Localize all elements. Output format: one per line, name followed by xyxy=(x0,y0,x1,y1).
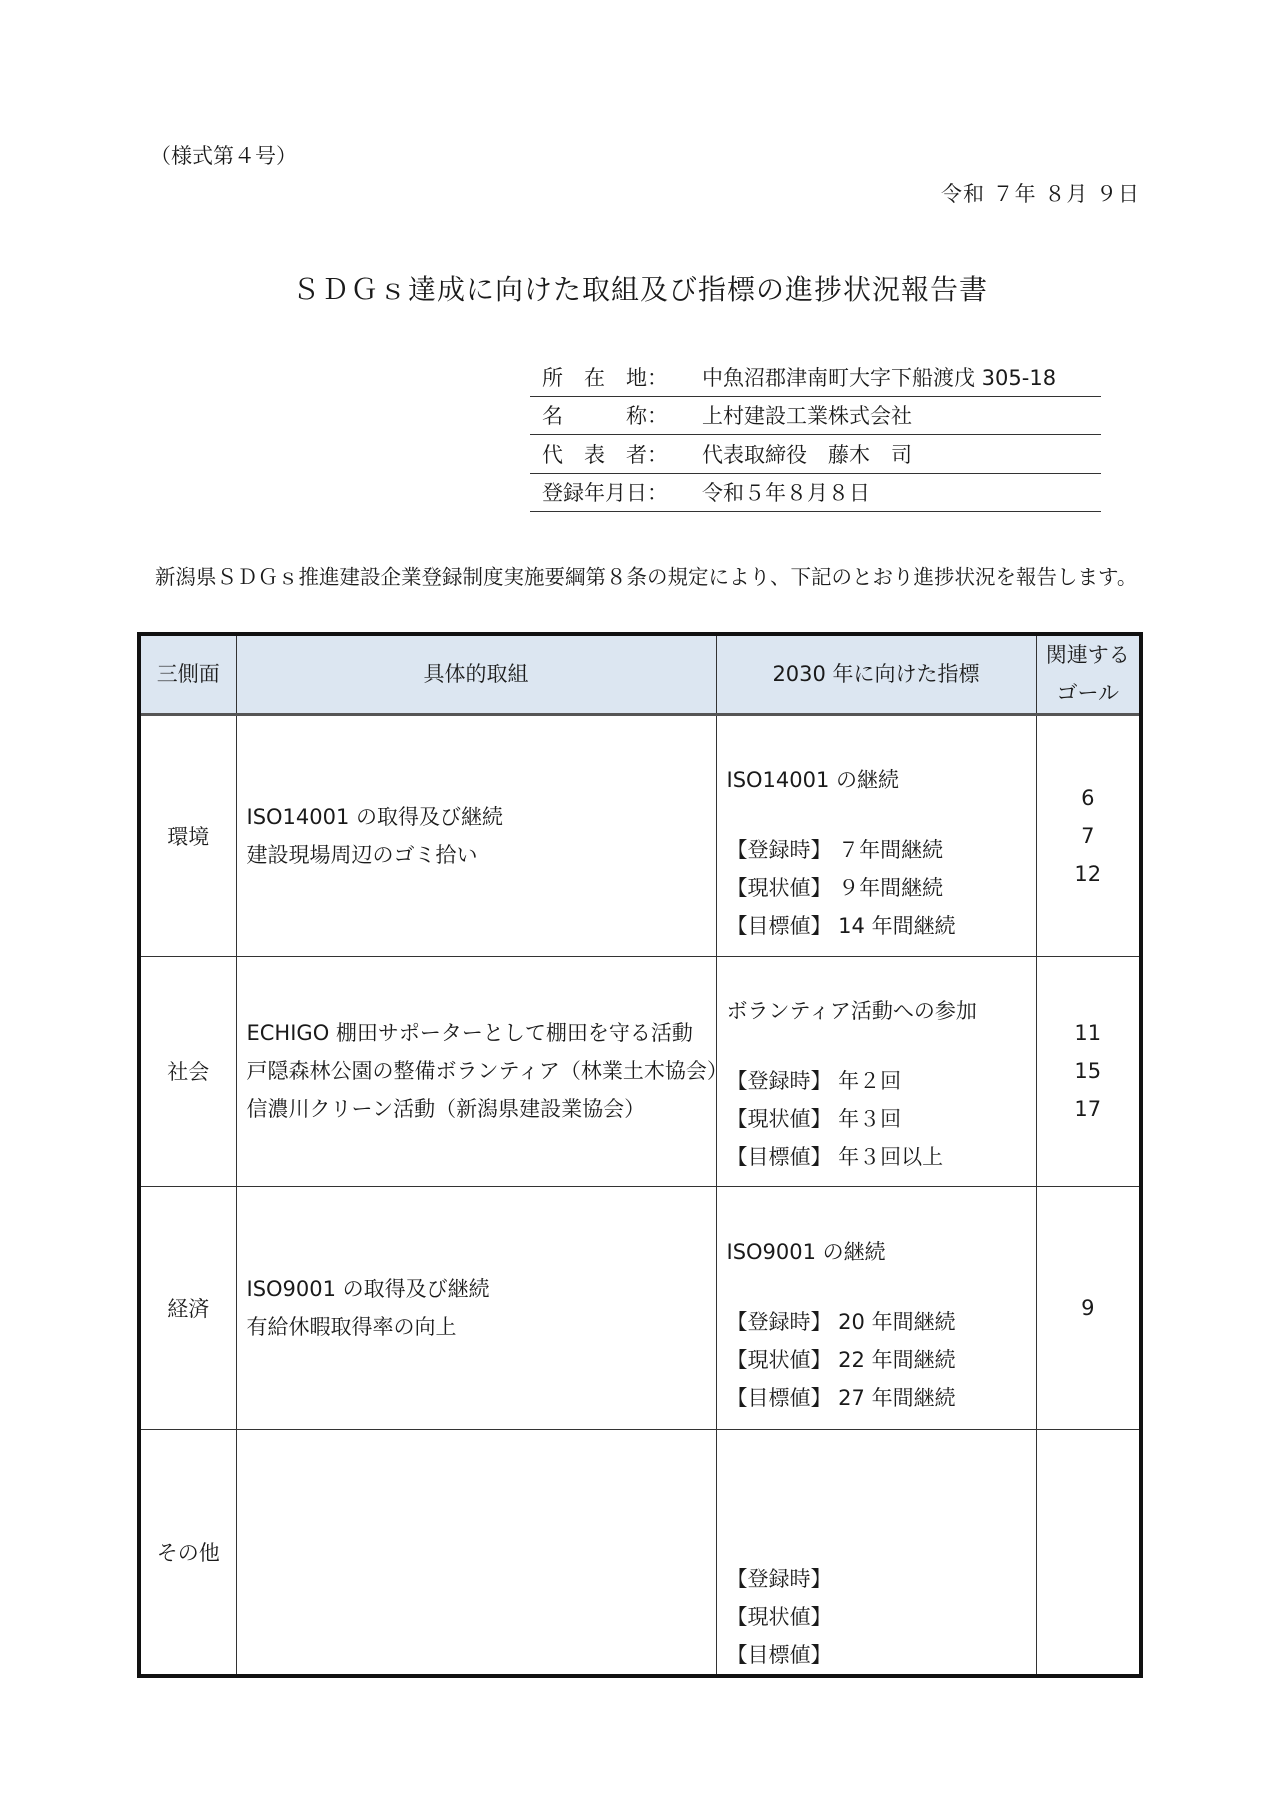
indicator-target: 【目標値】 xyxy=(726,1642,832,1667)
goal-number: 15 xyxy=(1074,1059,1102,1083)
report-date: 令和 ７年 ８月 ９日 xyxy=(940,182,1140,206)
indicator-cell xyxy=(716,1186,1036,1429)
indicator-target: 【目標値】 年３回以上 xyxy=(726,1144,944,1169)
header-goals-line2: ゴール xyxy=(1056,681,1120,706)
table-header-row xyxy=(139,634,1141,714)
table-row xyxy=(139,1429,1141,1676)
actions-cell xyxy=(236,1429,716,1676)
indicator-current: 【現状値】 年３回 xyxy=(726,1106,902,1131)
progress-table xyxy=(137,632,1143,1678)
info-row-address xyxy=(530,358,1101,397)
indicator-registered: 【登録時】 ７年間継続 xyxy=(726,838,944,862)
indicator-title: ISO9001 の継続 xyxy=(726,1240,886,1264)
goals-cell xyxy=(1036,956,1141,1186)
goals-cell xyxy=(1036,714,1141,956)
indicator-target: 【目標値】 27 年間継続 xyxy=(726,1386,956,1410)
action-item: 建設現場周辺のゴミ拾い xyxy=(246,842,478,867)
header-aspect: 三側面 xyxy=(139,634,236,714)
representative-label: 代 表 者： xyxy=(542,442,668,467)
indicator-current: 【現状値】 ９年間継続 xyxy=(726,876,944,900)
goal-number: 9 xyxy=(1081,1295,1095,1320)
indicator-cell xyxy=(716,956,1036,1186)
header-indicator: 2030 年に向けた指標 xyxy=(716,634,1036,714)
registration-date-label: 登録年月日： xyxy=(542,481,668,506)
aspect-cell: 社会 xyxy=(139,956,236,1186)
indicator-current: 【現状値】 22 年間継続 xyxy=(726,1348,956,1372)
goal-number: 7 xyxy=(1081,823,1095,848)
address-label: 所 在 地： xyxy=(542,365,668,390)
goal-number: 17 xyxy=(1074,1097,1102,1121)
goal-number: 11 xyxy=(1074,1021,1102,1045)
name-value: 上村建設工業株式会社 xyxy=(702,404,912,429)
aspect-cell: 経済 xyxy=(139,1186,236,1429)
indicator-cell xyxy=(716,714,1036,956)
action-item: 戸隠森林公園の整備ボランティア（林業土木協会） xyxy=(246,1059,728,1083)
indicator-title: ボランティア活動への参加 xyxy=(726,998,977,1023)
indicator-cell xyxy=(716,1429,1036,1676)
goal-number: 12 xyxy=(1074,861,1102,886)
form-number: （様式第４号） xyxy=(150,144,297,168)
table-row xyxy=(139,1186,1141,1429)
goal-number: 6 xyxy=(1081,785,1095,810)
name-label: 名 称： xyxy=(542,404,668,429)
aspect-cell: 環境 xyxy=(139,714,236,956)
header-goals-line1: 関連する xyxy=(1045,643,1130,668)
info-row-representative xyxy=(530,435,1101,474)
indicator-title: ISO14001 の継続 xyxy=(726,768,900,792)
indicator-registered: 【登録時】 20 年間継続 xyxy=(726,1310,956,1334)
applicant-info xyxy=(530,358,1101,512)
info-row-registration-date xyxy=(530,474,1101,513)
action-item: 有給休暇取得率の向上 xyxy=(246,1314,457,1339)
indicator-current: 【現状値】 xyxy=(726,1604,832,1629)
representative-value: 代表取締役 藤木 司 xyxy=(702,442,912,467)
header-goals xyxy=(1036,634,1141,714)
goals-cell xyxy=(1036,1429,1141,1676)
header-actions: 具体的取組 xyxy=(236,634,716,714)
action-item: ISO9001 の取得及び継続 xyxy=(246,1276,490,1301)
aspect-cell: その他 xyxy=(139,1429,236,1676)
table-row xyxy=(139,956,1141,1186)
actions-cell xyxy=(236,714,716,956)
address-value: 中魚沼郡津南町大字下船渡戊 305-18 xyxy=(702,365,1057,390)
info-row-name xyxy=(530,397,1101,436)
document-title: ＳＤＧｓ達成に向けた取組及び指標の進捗状況報告書 xyxy=(291,273,988,306)
indicator-registered: 【登録時】 年２回 xyxy=(726,1068,902,1093)
indicator-registered: 【登録時】 xyxy=(726,1566,832,1591)
goals-cell xyxy=(1036,1186,1141,1429)
registration-date-value: 令和５年８月８日 xyxy=(702,481,870,506)
table-row xyxy=(139,714,1141,956)
indicator-title xyxy=(727,1490,1026,1560)
action-item: ISO14001 の取得及び継続 xyxy=(246,804,504,829)
intro-text: 新潟県ＳＤＧｓ推進建設企業登録制度実施要綱第８条の規定により、下記のとおり進捗状況を報告します。 xyxy=(155,565,1138,589)
action-item: 信濃川クリーン活動（新潟県建設業協会） xyxy=(246,1097,646,1121)
indicator-target: 【目標値】 14 年間継続 xyxy=(726,914,956,938)
actions-cell xyxy=(236,1186,716,1429)
action-item: ECHIGO 棚田サポーターとして棚田を守る活動 xyxy=(246,1021,693,1045)
actions-cell xyxy=(236,956,728,1186)
